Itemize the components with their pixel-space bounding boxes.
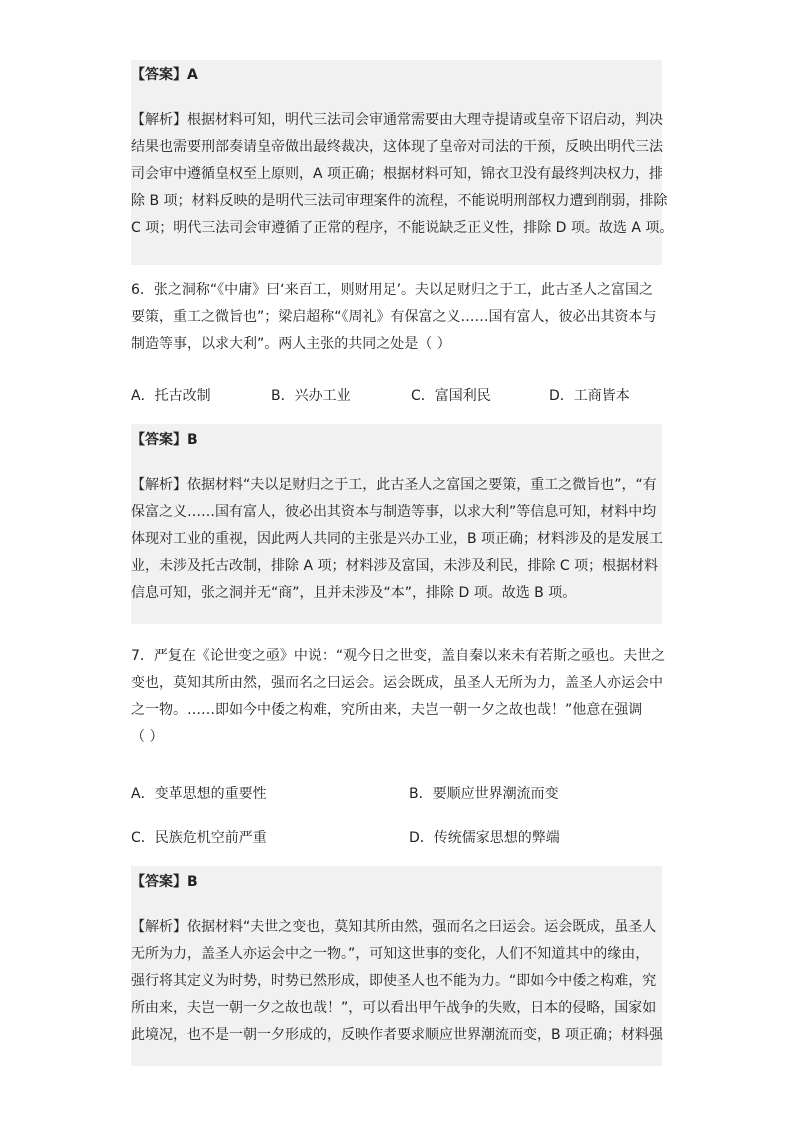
q7-stem [131, 646, 666, 758]
q6-analysis-line-3: 体现对工业的重视，因此两人共同的主张是兴办工业，B 项正确；材料涉及的是发展工 [131, 531, 664, 547]
q6-options [131, 386, 662, 410]
q6-stem-line-2: 要策，重工之微旨也”；梁启超称“《周礼》有保富之义……国有富人，彼必出其资本与 [131, 309, 657, 325]
q6-answer: 【答案】B [131, 432, 198, 448]
q7-options [131, 784, 662, 854]
q7-option-d: D．传统儒家思想的弊端 [409, 830, 560, 846]
q6-analysis-line-5: 信息可知，张之洞并无“商”，且并未涉及“本”，排除 D 项。故选 B 项。 [131, 585, 577, 601]
q7-answer-box [131, 866, 662, 1066]
q6-stem-line-1: 6．张之洞称“《中庸》曰‘来百工，则财用足’。夫以足财归之于工，此古圣人之富国之 [131, 282, 654, 298]
q7-stem-line-4: （ ） [131, 729, 164, 745]
q5-analysis-line-5: C 项；明代三法司会审遵循了正常的程序，不能说缺乏正义性，排除 D 项。故选 A 项。 [131, 220, 674, 236]
q7-option-a: A．变革思想的重要性 [131, 786, 267, 802]
q7-answer: 【答案】B [131, 874, 198, 890]
q7-analysis-line-1: 【解析】依据材料“夫世之变也，莫知其所由然，强而名之曰运会。运会既成，虽圣人 [131, 919, 657, 935]
q6-option-c: C．富国利民 [411, 388, 491, 404]
q5-answer-box [131, 60, 674, 265]
q7-analysis-line-3: 强行将其定义为时势，时势已然形成，即使圣人也不能为力。“即如今中倭之构难，究 [131, 973, 657, 989]
q6-option-d: D．工商皆本 [549, 388, 630, 404]
q6-option-b: B．兴办工业 [271, 388, 351, 404]
q7-stem-line-2: 变也，莫知其所由然，强而名之曰运会。运会既成，虽圣人无所为力，盖圣人亦运会中 [131, 675, 663, 691]
q6-analysis-line-4: 业，未涉及托古改制，排除 A 项；材料涉及富国，未涉及利民，排除 C 项；根据材料 [131, 558, 659, 574]
q6-option-a: A．托古改制 [131, 388, 211, 404]
q5-analysis-line-3: 司会审中遵循皇权至上原则，A 项正确；根据材料可知，锦衣卫没有最终判决权力，排 [131, 166, 664, 182]
q7-analysis-line-5: 此境况，也不是一朝一夕形成的，反映作者要求顺应世界潮流而变，B 项正确；材料强 [131, 1027, 664, 1043]
q7-option-c: C．民族危机空前严重 [131, 830, 267, 846]
q5-answer: 【答案】A [131, 67, 198, 83]
q7-analysis-line-4: 所由来，夫岂一朝一夕之故也哉！”，可以看出甲午战争的失败，日本的侵略，国家如 [131, 1000, 657, 1016]
q7-analysis-line-2: 无所为力，盖圣人亦运会中之一物。”，可知这世事的变化，人们不知道其中的缘由， [131, 946, 650, 962]
q6-analysis-line-2: 保富之义……国有富人，彼必出其资本与制造等事，以求大利”等信息可知，材料中均 [131, 504, 657, 520]
q5-analysis-line-1: 【解析】根据材料可知，明代三法司会审通常需要由大理寺提请或皇帝下诏启动，判决 [131, 112, 663, 128]
q7-stem-line-3: 之一物。……即如今中倭之构难，究所由来，夫岂一朝一夕之故也哉！”他意在强调 [131, 702, 643, 718]
q5-analysis-line-4: 除 B 项；材料反映的是明代三法司审理案件的流程，不能说明刑部权力遭到削弱，排除 [131, 193, 668, 209]
q7-option-b: B．要顺应世界潮流而变 [409, 786, 559, 802]
q7-stem-line-1: 7．严复在《论世变之亟》中说：“观今日之世变，盖自秦以来未有若斯之亟也。夫世之 [131, 648, 666, 664]
q6-answer-box [131, 424, 662, 624]
q6-analysis-line-1: 【解析】依据材料“夫以足财归之于工，此古圣人之富国之要策，重工之微旨也”，“有 [131, 477, 657, 493]
q5-analysis-line-2: 结果也需要刑部奏请皇帝做出最终裁决，这体现了皇帝对司法的干预，反映出明代三法 [131, 139, 663, 155]
q6-stem-line-3: 制造等事，以求大利”。两人主张的共同之处是（ ） [131, 336, 451, 352]
q6-stem [131, 280, 662, 360]
